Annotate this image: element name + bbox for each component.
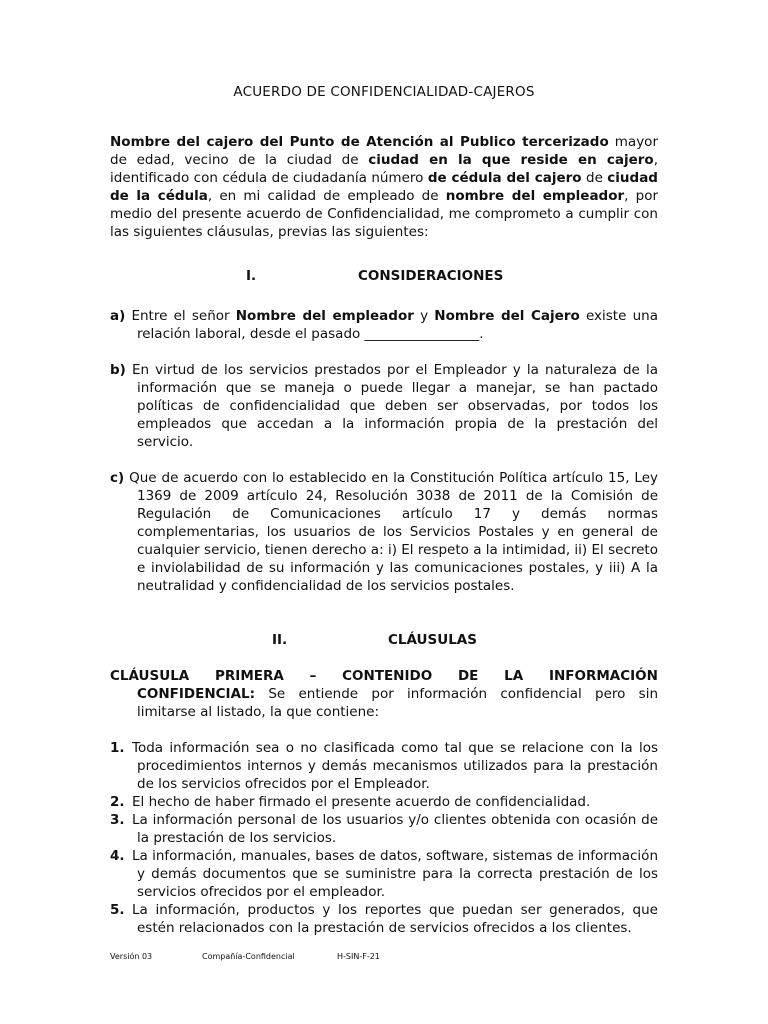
item-bold: Nombre del empleador <box>235 308 414 324</box>
intro-text-3: de <box>581 170 608 186</box>
section-heading-considerations <box>110 267 658 285</box>
intro-paragraph <box>110 133 658 241</box>
clause-heading-rest: CONFIDENCIAL: <box>137 686 256 702</box>
item-marker: c) <box>110 470 125 486</box>
intro-bold-4: ciudad de la cédula <box>110 170 658 204</box>
list-item <box>110 847 658 901</box>
clause-heading-line <box>110 667 658 685</box>
clause-heading-word: CONTENIDO <box>342 668 433 684</box>
item-text: y <box>413 308 435 324</box>
intro-text-5: , por medio del presente acuerdo de Confidencialidad, me comprometo a cumplir con las siguientes cláusulas, previas las siguientes: <box>110 188 659 240</box>
confidential-info-list <box>110 739 658 937</box>
clause-heading-word: CLÁUSULA <box>110 668 190 684</box>
intro-bold-1: Nombre del cajero del Punto de Atención al Publico tercerizado <box>110 134 609 150</box>
list-marker: 4. <box>110 848 125 864</box>
section-heading-clauses <box>110 631 658 649</box>
list-marker: 1. <box>110 740 125 756</box>
list-text: La información, productos y los reportes que puedan ser generados, que estén relacionados con la prestación de servicios ofrecidos a los clientes. <box>132 902 658 936</box>
item-text: existe una relación laboral, desde el pasado _________________. <box>137 308 658 342</box>
item-text: En virtud de los servicios prestados por el Empleador y la naturaleza de la información que se maneja o puede llegar a manejar, se han pactado políticas de confidencialidad que deben ser observadas, por todos los empleados que accedan a la información propia de la prestación del servicio. <box>125 362 658 450</box>
item-text: Que de acuerdo con lo establecido en la Constitución Política artículo 15, Ley 1369 de 2009 artículo 24, Resolución 3038 de 2011 de la Comisión de Regulación de Comunicaciones artículo 17 y demás normas complementarias, los usuarios de los Servicios Postales y en general de cualquier servicio, tienen derecho a: i) El respeto a la intimidad, ii) El secreto e inviolabilidad de su información y las comunicaciones postales, y iii) A la neutralidad y confidencialidad de los servicios postales. <box>124 470 658 594</box>
document-page <box>110 84 658 937</box>
consideration-b <box>110 361 658 451</box>
list-text: La información personal de los usuarios y/o clientes obtenida con ocasión de la prestación de los servicios. <box>132 812 658 846</box>
footer-code: H-SIN-F-21 <box>337 952 380 961</box>
list-item <box>110 811 658 847</box>
intro-text-2: , identificado con cédula de ciudadanía número <box>110 152 659 186</box>
clause-body <box>137 685 658 721</box>
consideration-a <box>110 307 658 343</box>
clause-heading-word: DE <box>457 668 479 684</box>
item-bold: Nombre del Cajero <box>434 308 580 324</box>
intro-text-1: mayor de edad, vecino de la ciudad de <box>110 134 658 168</box>
list-item <box>110 739 658 793</box>
document-title: ACUERDO DE CONFIDENCIALIDAD-CAJEROS <box>233 84 535 100</box>
list-text: El hecho de haber firmado el presente acuerdo de confidencialidad. <box>132 794 591 810</box>
clause-text: Se entiende por información confidencial pero sin limitarse al listado, la que contiene: <box>137 686 658 720</box>
clause-first <box>110 667 658 721</box>
clause-heading-word: LA <box>504 668 524 684</box>
list-marker: 5. <box>110 902 125 918</box>
list-marker: 3. <box>110 812 125 828</box>
intro-bold-3: de cédula del cajero <box>427 170 582 186</box>
page-footer <box>110 952 380 961</box>
section-title: CLÁUSULAS <box>388 632 477 648</box>
item-marker: a) <box>110 308 126 324</box>
section-title: CONSIDERACIONES <box>358 268 504 284</box>
consideration-c <box>110 469 658 595</box>
list-marker: 2. <box>110 794 125 810</box>
section-number: II. <box>272 632 288 648</box>
clause-heading-word: – <box>309 668 317 684</box>
intro-text-4: , en mi calidad de empleado de <box>207 188 446 204</box>
list-text: Toda información sea o no clasificada como tal que se relacione con la los procedimientos internos y demás mecanismos utilizados para la prestación de los servicios ofrecidos por el Empleador. <box>132 740 658 792</box>
clause-heading-word: PRIMERA <box>215 668 284 684</box>
intro-bold-2: ciudad en la que reside en cajero <box>368 152 654 168</box>
list-item <box>110 793 658 811</box>
footer-version: Versión 03 <box>110 952 153 961</box>
list-item <box>110 901 658 937</box>
item-marker: b) <box>110 362 126 378</box>
item-text: Entre el señor <box>125 308 236 324</box>
footer-company: Compañía-Confidencial <box>202 952 295 961</box>
clause-heading-word: INFORMACIÓN <box>548 668 658 684</box>
intro-bold-5: nombre del empleador <box>445 188 625 204</box>
list-text: La información, manuales, bases de datos, software, sistemas de información y demás documentos que se suministre para la correcta prestación de los servicios ofrecidos por el empleador. <box>132 848 658 900</box>
section-number: I. <box>246 268 257 284</box>
